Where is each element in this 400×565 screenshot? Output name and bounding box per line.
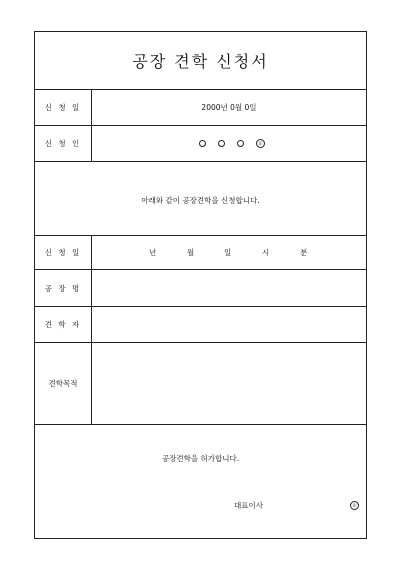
applicant-row	[35, 125, 366, 161]
month-unit: 월	[187, 248, 195, 257]
purpose-field[interactable]	[92, 343, 366, 424]
visit-datetime-label: 신 청 일	[35, 236, 92, 269]
apply-date-label: 신 청 일	[35, 90, 92, 125]
applicant-label: 신 청 인	[35, 126, 92, 161]
visitor-label: 견 학 자	[35, 307, 92, 342]
applicant-seal-icon: 印	[256, 139, 265, 148]
approval-section	[35, 424, 366, 539]
name-circle-1	[199, 140, 206, 147]
factory-name-field[interactable]	[92, 270, 366, 306]
page-title: 공장 견학 신청서	[132, 52, 269, 71]
factory-name-label: 공 장 명	[35, 270, 92, 306]
visit-datetime-row	[35, 235, 366, 269]
hour-unit: 시	[262, 248, 270, 257]
name-circle-2	[218, 140, 225, 147]
signer-label: 대표이사	[234, 501, 263, 510]
approval-seal-icon: 印	[350, 501, 359, 510]
year-unit: 년	[149, 248, 157, 257]
purpose-label: 견학목적	[35, 343, 92, 424]
visitor-row	[35, 306, 366, 342]
apply-date-row	[35, 89, 366, 125]
application-form	[34, 31, 367, 539]
name-circle-3	[237, 140, 244, 147]
factory-name-row	[35, 269, 366, 306]
approval-text: 공장견학을 허가합니다.	[161, 454, 240, 463]
title-row	[35, 32, 366, 89]
day-unit: 일	[224, 248, 232, 257]
request-row	[35, 161, 366, 235]
minute-unit: 분	[300, 248, 308, 257]
purpose-row	[35, 342, 366, 424]
applicant-value	[92, 126, 366, 161]
apply-date-value: 2000년 0월 0일	[201, 103, 257, 112]
visitor-field[interactable]	[92, 307, 366, 342]
request-text: 아래와 같이 공장견학을 신청합니다.	[141, 196, 260, 205]
